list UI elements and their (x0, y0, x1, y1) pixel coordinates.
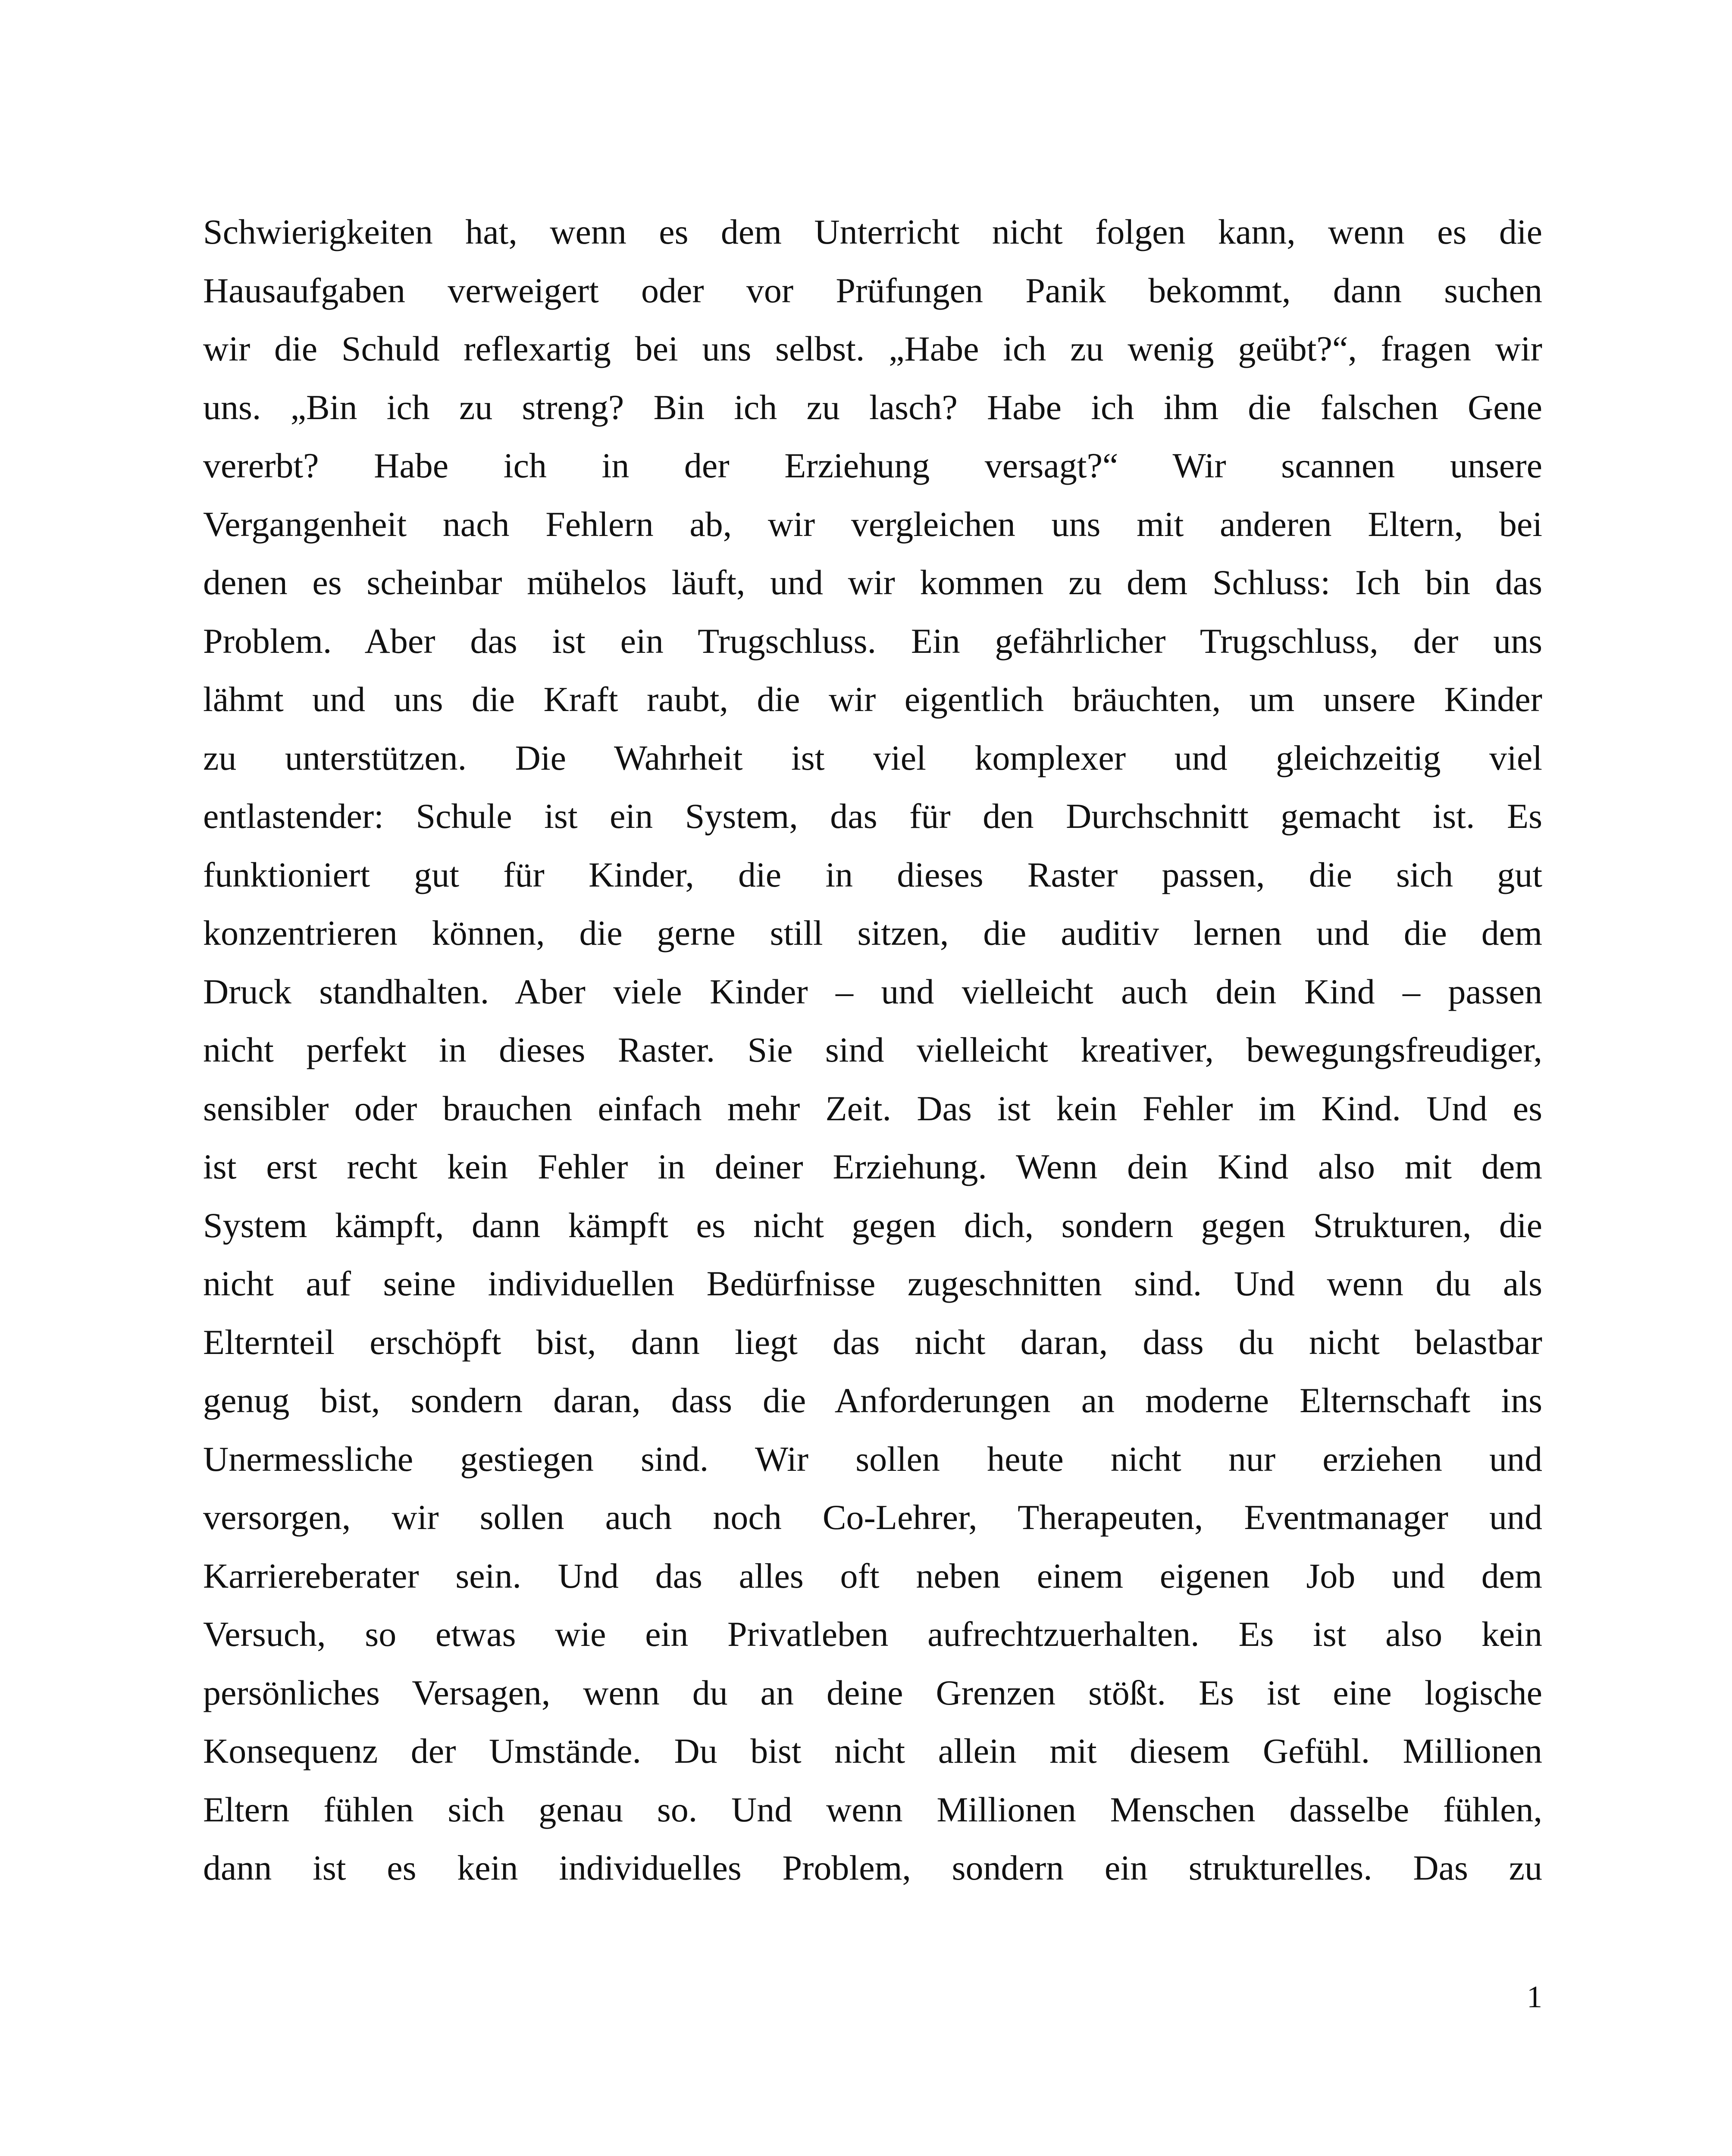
text-line: persönliches Versagen, wenn du an deine Grenzen stößt. Es ist eine logische (203, 1673, 1542, 1712)
text-line: zu unterstützen. Die Wahrheit ist viel komplexer und gleichzeitig viel (203, 738, 1542, 777)
text-line: versorgen, wir sollen auch noch Co-Lehrer, Therapeuten, Eventmanager und (203, 1498, 1542, 1537)
text-line: sensibler oder brauchen einfach mehr Zeit. Das ist kein Fehler im Kind. Und es (203, 1088, 1542, 1128)
text-line: Schwierigkeiten hat, wenn es dem Unterricht nicht folgen kann, wenn es die (203, 212, 1542, 251)
body-text (203, 203, 1542, 1897)
text-line: denen es scheinbar mühelos läuft, und wir kommen zu dem Schluss: Ich bin das (203, 563, 1542, 602)
text-line: nicht auf seine individuellen Bedürfnisse zugeschnitten sind. Und wenn du als (203, 1264, 1542, 1303)
text-line: genug bist, sondern daran, dass die Anforderungen an moderne Elternschaft ins (203, 1381, 1542, 1420)
text-line: Hausaufgaben verweigert oder vor Prüfungen Panik bekommt, dann suchen (203, 270, 1542, 310)
text-line: entlastender: Schule ist ein System, das für den Durchschnitt gemacht ist. Es (203, 796, 1542, 836)
text-line: dann ist es kein individuelles Problem, sondern ein strukturelles. Das zu (203, 1848, 1542, 1887)
text-line: Eltern fühlen sich genau so. Und wenn Millionen Menschen dasselbe fühlen, (203, 1789, 1542, 1829)
text-line: System kämpft, dann kämpft es nicht gegen dich, sondern gegen Strukturen, die (203, 1205, 1542, 1245)
text-line: nicht perfekt in dieses Raster. Sie sind vielleicht kreativer, bewegungsfreudiger, (203, 1030, 1542, 1069)
text-line: wir die Schuld reflexartig bei uns selbst. „Habe ich zu wenig geübt?“, fragen wir (203, 329, 1542, 368)
text-line: Druck standhalten. Aber viele Kinder – und vielleicht auch dein Kind – passen (203, 971, 1542, 1011)
text-line: konzentrieren können, die gerne still sitzen, die auditiv lernen und die dem (203, 913, 1542, 953)
text-line: Karriereberater sein. Und das alles oft neben einem eigenen Job und dem (203, 1556, 1542, 1595)
text-line: lähmt und uns die Kraft raubt, die wir eigentlich bräuchten, um unsere Kinder (203, 680, 1542, 719)
text-line: Konsequenz der Umstände. Du bist nicht allein mit diesem Gefühl. Millionen (203, 1731, 1542, 1771)
text-line: Versuch, so etwas wie ein Privatleben aufrechtzuerhalten. Es ist also kein (203, 1614, 1542, 1654)
text-line: uns. „Bin ich zu streng? Bin ich zu lasch? Habe ich ihm die falschen Gene (203, 387, 1542, 427)
text-line: Unermessliche gestiegen sind. Wir sollen heute nicht nur erziehen und (203, 1439, 1542, 1479)
text-line: Problem. Aber das ist ein Trugschluss. Ein gefährlicher Trugschluss, der uns (203, 621, 1542, 661)
text-line: funktioniert gut für Kinder, die in dieses Raster passen, die sich gut (203, 855, 1542, 894)
text-line: Vergangenheit nach Fehlern ab, wir vergleichen uns mit anderen Eltern, bei (203, 504, 1542, 544)
text-line: Elternteil erschöpft bist, dann liegt das nicht daran, dass du nicht belastbar (203, 1322, 1542, 1362)
text-line: vererbt? Habe ich in der Erziehung versagt?“ Wir scannen unsere (203, 446, 1542, 485)
text-line: ist erst recht kein Fehler in deiner Erziehung. Wenn dein Kind also mit dem (203, 1147, 1542, 1186)
page-number: 1 (1527, 1980, 1542, 2014)
